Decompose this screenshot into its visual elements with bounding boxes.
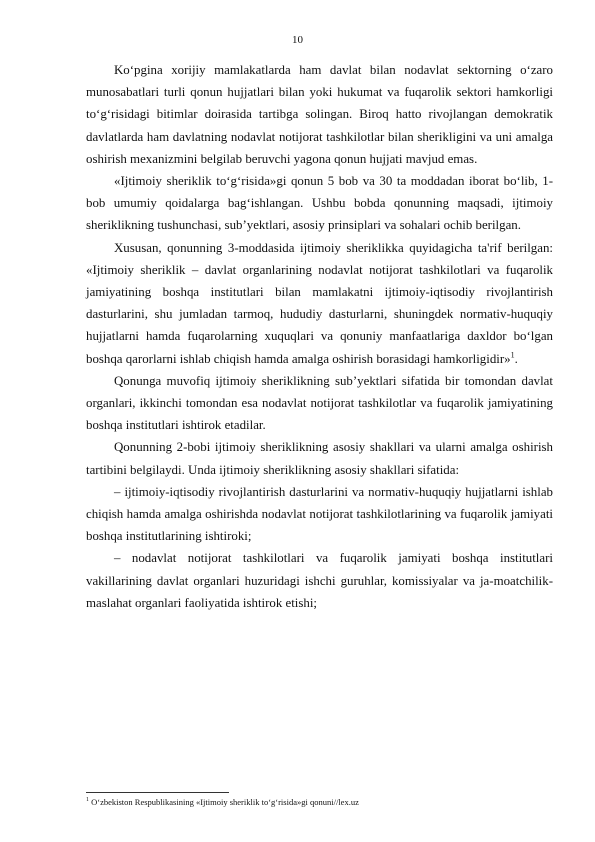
footnote-reference[interactable]: 1 — [510, 350, 515, 360]
footnote-text: O‘zbekiston Respublikasining «Ijtimoiy sheriklik to‘g‘risida»gi qonuni//lex.uz — [89, 797, 359, 807]
document-body — [86, 59, 553, 614]
footnote — [86, 797, 553, 808]
footnote-separator — [86, 792, 229, 793]
paragraph-3-text: Xususan, qonunning 3-moddasida ijtimoiy sheriklikka quyidagicha ta'rif berilgan: «Ijtimoiy sheriklik – davlat organlarining nodavlat notijorat tashkilotlari va fuqarolik jamiyatining boshqa institutlari bilan mamlakatni ijtimoiy-iqtisodiy rivojlantirish dasturlarini, shu jumladan tarmoq, hududiy dasturlarni, shuningdek normativ-huquqiy hujjatlarni hamda fuqarolarning xuquqlari va qonuniy manfaatlariga daxldor bo‘lgan boshqa qarorlarni ishlab chiqish hamda amalga oshirish borasidagi hamkorligidir» — [86, 240, 553, 366]
paragraph-3 — [86, 237, 553, 370]
page-number: 10 — [292, 34, 303, 46]
paragraph-1: Ko‘pgina xorijiy mamlakatlarda ham davlat bilan nodavlat sektorning o‘zaro munosabatlari turli qonun hujjatlari bilan yoki hukumat va fuqarolik sektori hamkorligi to‘g‘risidagi bitimlar doirasida tartibga solingan. Biroq hatto rivojlangan demokratik davlatlarda ham davlatning nodavlat notijorat tashkilotlar bilan sherikligini va uni amalga oshirish mexanizmini belgilab beruvchi yagona qonun hujjati mavjud emas. — [86, 63, 553, 166]
paragraph-3-tail: . — [514, 351, 518, 366]
paragraph-4: Qonunga muvofiq ijtimoiy sheriklikning sub’yektlari sifatida bir tomondan davlat organlari, ikkinchi tomondan esa nodavlat notijorat tashkilotlar va fuqarolik jamiyatining boshqa institutlari ishtirok etadilar. — [86, 373, 553, 433]
list-item-1: – ijtimoiy-iqtisodiy rivojlantirish dasturlarini va normativ-huquqiy hujjatlarni ishlab chiqish hamda amalga oshirishda nodavlat notijorat tashkilotlarining va fuqarolik jamiyati boshqa institutlarining ishtiroki; — [86, 484, 553, 544]
paragraph-5: Qonunning 2-bobi ijtimoiy sheriklikning asosiy shakllari va ularni amalga oshirish tartibini belgilaydi. Unda ijtimoiy sheriklikning asosiy shakllari sifatida: — [86, 440, 553, 477]
footnote-number: 1 — [86, 797, 89, 804]
paragraph-2: «Ijtimoiy sheriklik to‘g‘risida»gi qonun 5 bob va 30 ta moddadan iborat bo‘lib, 1-bob umumiy qoidalarga bag‘ishlangan. Ushbu bobda qonunning maqsadi, ijtimoiy sheriklikning tushunchasi, sub’yektlari, asosiy prinsiplari va sohalari ochib berilgan. — [86, 174, 553, 233]
list-item-2: – nodavlat notijorat tashkilotlari va fuqarolik jamiyati boshqa institutlari vakillarining davlat organlari huzuridagi ishchi guruhlar, komissiyalar va ja-moatchilik-maslahat organlari faoliyatida ishtirok etishi; — [86, 551, 553, 610]
